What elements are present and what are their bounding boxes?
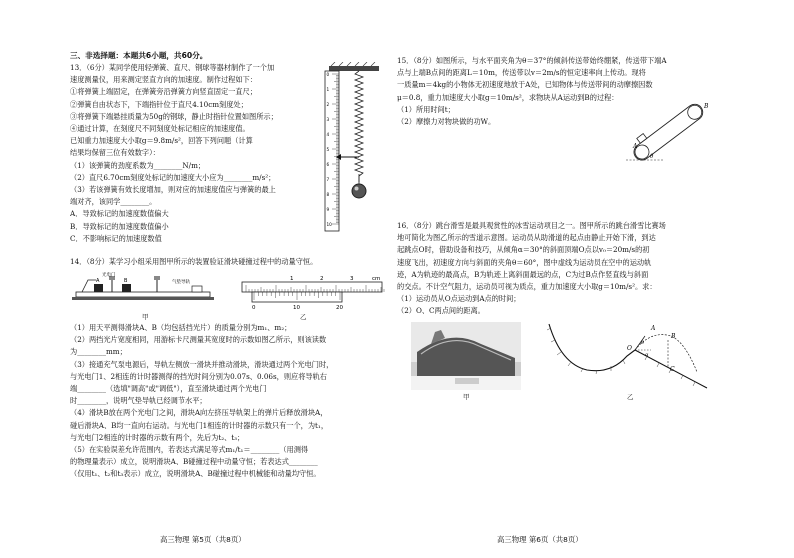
conveyor-figure (624, 98, 720, 166)
svg-text:20: 20 (336, 305, 343, 311)
text-line: 的交点。不计空气阻力，运动员可视为质点，重力加速度大小取g＝10m/s²。求： (397, 282, 657, 292)
text-line: 一质量m＝4kg的小物体无初速度地放于A处，已知物体与传送带间的动摩擦因数 (397, 80, 653, 90)
svg-text:3: 3 (350, 276, 354, 282)
ski-jump-photo (411, 322, 521, 390)
ruler-number: 0 (326, 72, 330, 77)
text-line: 14．（8分）某学习小组采用图甲所示的装置验证滑块碰撞过程中的动量守恒。 (70, 257, 318, 266)
text-line: μ＝0.8，重力加速度大小取g＝10m/s²，求物块从A运动到B的过程： (397, 92, 619, 102)
air-pump (192, 286, 202, 292)
text-line: （4）滑块B放在两个光电门之间，滑块A向左挤压导轨架上的弹片后释放滑块A， (70, 408, 328, 418)
ruler-number: 8 (326, 192, 330, 197)
ruler-number: 6 (326, 162, 330, 167)
label-point-a: A (633, 143, 638, 150)
label-point-b: B (704, 103, 709, 110)
text-line: （1）所用时间t； (397, 104, 455, 114)
text-line: 16．（8分）跳台滑雪是最具观赏性的冰雪运动项目之一。图甲所示的跳台滑雪比赛场 (397, 221, 666, 230)
text-line: （2）O、C两点间的距离。 (397, 306, 485, 316)
inrun-track (549, 324, 635, 371)
question-13 (70, 62, 320, 245)
text-line: 15．（8分）如图所示，与水平面夹角为θ＝37°的倾斜传送带始终绷紧，传送带下端A (397, 56, 667, 65)
label-theta: θ (650, 154, 654, 160)
ski-track-diagram (547, 316, 715, 398)
text-line: ③将弹簧下端悬挂质量为50g的钢球，静止时指针位置如图所示； (70, 111, 278, 121)
text-line: 碰后滑块A、B均一直向右运动。与光电门1相连的计时器的示数只有一个，为t₁， (70, 420, 329, 430)
text-line: （1）用天平测得滑块A、B（均包括挡光片）的质量分别为m₁、m₂； (70, 323, 292, 332)
steel-ball (352, 184, 366, 198)
label-b: B (124, 278, 128, 284)
ceiling-support (329, 66, 379, 71)
text-line: （3）若该弹簧有效长度增加，则对应的加速度值应与弹簧的最上 (70, 185, 276, 195)
text-line: 端________（选填"调高"或"调低"），直至滑块通过两个光电门 (70, 384, 267, 394)
section-title: 三、非选择题：本题共6小题，共60分。 (70, 51, 208, 60)
air-track-figure (72, 272, 217, 310)
label-air-track: 气垫导轨 (172, 280, 190, 285)
text-line: B．导致标记的加速度数值偏小 (70, 221, 169, 231)
light-gate-2 (154, 276, 160, 280)
label-a: A (96, 278, 100, 284)
question-14-intro (70, 256, 390, 268)
caption-yi: 乙 (300, 313, 307, 321)
slider-b (122, 284, 131, 292)
text-line: ①将弹簧上端固定，在弹簧旁沿弹簧方向竖直固定一直尺； (70, 87, 257, 97)
question-16 (397, 220, 727, 318)
svg-text:2: 2 (320, 276, 324, 282)
page-footer-left: 高三物理 第5页（共8页） (160, 535, 246, 544)
text-line: 迹，A为轨迹的最高点，B为轨迹上离斜面最远的点，C为过B点作竖直线与斜面 (397, 269, 649, 279)
label-b: B (671, 333, 676, 340)
spring-ruler-figure (315, 62, 385, 234)
caption-jia: 甲 (142, 313, 149, 321)
label-light-gate: 光电门 (102, 273, 116, 278)
text-line: 为________mm； (70, 347, 127, 357)
text-line: C．不影响标记的加速度数值 (70, 233, 162, 243)
ruler-number: 3 (326, 117, 330, 122)
text-line: （1）运动员从O点运动到A点的时间； (397, 294, 521, 304)
text-line: （3）接通充气泵电源后，导轨左侧放一滑块并推动滑块，滑块通过两个光电门时， (70, 359, 334, 369)
svg-text:0: 0 (252, 305, 256, 311)
label-c: C (670, 366, 675, 373)
text-line: 端对齐，该同学________。 (70, 197, 157, 207)
text-line: 已知重力加速度大小取g＝9.8m/s²，回答下列问题（计算 (70, 136, 253, 146)
text-line: 时________，说明气垫导轨已经调节水平； (70, 396, 207, 406)
right-page (397, 0, 794, 558)
ruler-number: 1 (326, 87, 330, 92)
vernier-figure (238, 272, 388, 312)
text-line: 结果均保留三位有效数字）： (70, 148, 160, 158)
ruler-number: 5 (326, 147, 330, 152)
text-line: 速度测量仪，用来测定竖直方向的加速度。制作过程如下： (70, 75, 257, 85)
text-line: （5）在实验误差允许范围内，若表达式满足等式m₁/t₁＝________（用测得 (70, 445, 309, 455)
text-line: （2）直尺6.70cm刻度处标记的加速度大小应为________m/s²； (70, 172, 276, 182)
question-14-body (70, 322, 390, 481)
text-line: （2）摩擦力对物块做的功W。 (397, 117, 496, 127)
text-line: （仅用t₁、t₂和t₃表示）成立，说明滑块A、B碰撞过程中机械能和动量均守恒。 (70, 469, 321, 479)
label-alpha: α (645, 352, 649, 358)
text-line: 的物理量表示）成立，说明滑块A、B碰撞过程中动量守恒；若表达式________ (70, 457, 318, 467)
text-line: A．导致标记的加速度数值偏大 (70, 209, 169, 219)
text-line: 13．（6分）某同学使用轻弹簧、直尺、钢球等器材制作了一个加 (70, 63, 275, 72)
ruler-number: 7 (326, 177, 330, 182)
svg-text:10: 10 (293, 305, 300, 311)
air-track (76, 292, 210, 297)
svg-text:1: 1 (290, 276, 294, 282)
text-line: 与光电门1、2相连的计时器测得的挡光时间分别为0.07s、0.06s，则应将导轨右 (70, 371, 327, 381)
ruler-number: 4 (326, 132, 330, 137)
text-line: ④通过计算，在刻度尺不同刻度处标记相应的加速度值。 (70, 124, 250, 134)
label-o: O (627, 345, 632, 352)
text-line: 地可简化为图乙所示的雪道示意图。运动员从助滑道的起点由静止开始下滑，到达 (397, 233, 656, 243)
text-line: 点与上端B点间的距离L＝10m，传送带以v＝2m/s的恒定速率向上传动。现将 (397, 68, 646, 78)
ruler-number: 10 (326, 222, 332, 227)
text-line: 起跳点O时，借助设备和技巧，从倾角α＝30°的斜面顶端O点以v₀＝20m/s的初 (397, 245, 650, 255)
slider-a (94, 284, 103, 292)
page-footer-right: 高三物理 第6页（共8页） (497, 535, 583, 544)
text-line: ②弹簧自由状态下，下端指针位于直尺4.10cm刻度处； (70, 99, 248, 109)
label-a: A (651, 325, 656, 332)
text-line: （1）该弹簧的劲度系数为________N/m； (70, 160, 206, 170)
spring (355, 71, 363, 182)
text-line: （2）两挡光片宽度相同，用游标卡尺测量其宽度时的示数如图乙所示，则该读数 (70, 335, 327, 345)
caption-diagram-yi: 乙 (627, 393, 634, 401)
label-theta: θ (641, 340, 645, 346)
caption-photo-jia: 甲 (463, 393, 470, 401)
text-line: 速度飞出，初速度方向与斜面的夹角θ＝60°，图中虚线为运动员在空中的运动轨 (397, 257, 652, 267)
text-line: 与光电门2相连的计时器的示数有两个，先后为t₂、t₃； (70, 432, 245, 442)
svg-text:cm: cm (372, 276, 381, 282)
ruler-number: 2 (326, 102, 330, 107)
ruler-number: 9 (326, 207, 330, 212)
